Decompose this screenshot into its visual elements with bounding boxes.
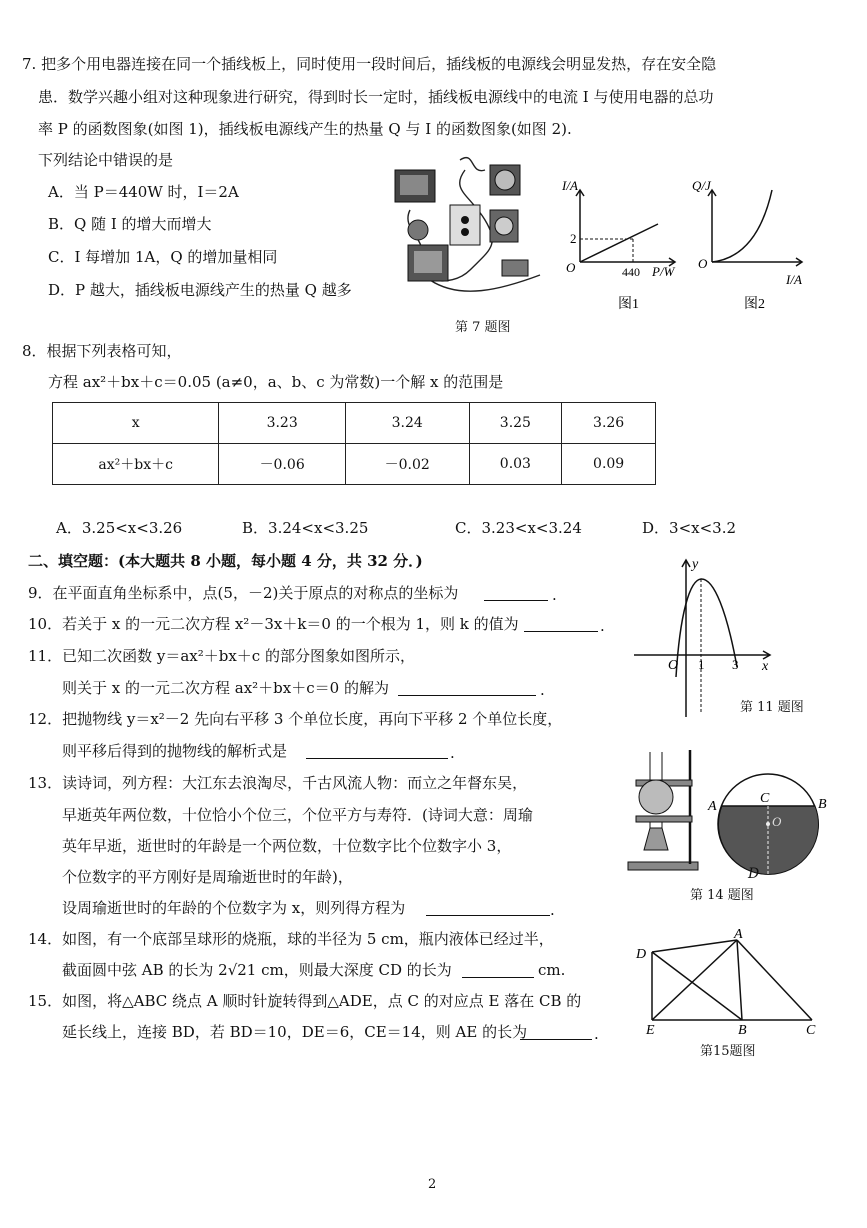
table-cell: 3.23 (219, 403, 346, 444)
q14-label-b: B (818, 797, 827, 812)
q8-option-d: D．3<x<3.2 (642, 519, 737, 537)
q9-answer-blank (484, 600, 548, 601)
q9-period: . (552, 586, 557, 604)
fig2-x-label: I/A (786, 272, 802, 287)
q11-answer-blank (398, 695, 536, 696)
q15-label-d: D (636, 947, 647, 962)
q14-answer-blank (462, 977, 534, 978)
q7-figure-2 (692, 172, 817, 312)
table-cell: 3.25 (469, 403, 562, 444)
page-number: 2 (428, 1177, 437, 1192)
q7-line-3: 率 P 的函数图象(如图 1)，插线板电源线产生的热量 Q 与 I 的函数图象(如图 2). (38, 120, 572, 138)
fig1-caption: 图1 (618, 297, 639, 312)
q15-figure-caption: 第15题图 (700, 1044, 756, 1059)
q8-option-a: A．3.25<x<3.26 (56, 519, 183, 537)
q13-line-2: 早逝英年两位数，十位恰小个位三，个位平方与寿符．(诗词大意：周瑜 (62, 806, 533, 824)
q8-line-1: 8．根据下列表格可知， (22, 342, 182, 360)
q13-answer-blank (426, 915, 550, 916)
q15-period: . (594, 1025, 599, 1043)
q14-line-2-b: cm. (538, 961, 566, 979)
q14-line-1: 14．如图，有一个底部呈球形的烧瓶，球的半径为 5 cm，瓶内液体已经过半， (28, 930, 554, 948)
fig1-x-tick: 440 (622, 265, 640, 279)
q13-line-4: 个位数字的平方刚好是周瑜逝世时的年龄)， (62, 868, 353, 886)
q15-label-b: B (738, 1023, 747, 1038)
q7-option-a: A．当 P＝440W 时，I＝2A (48, 183, 239, 201)
table-cell: 3.26 (562, 403, 656, 444)
q7-figure-caption: 第 7 题图 (455, 320, 511, 335)
section-2-heading: 二、填空题：(本大题共 8 小题，每小题 4 分，共 32 分．) (28, 552, 423, 570)
q14-label-c: C (760, 791, 770, 806)
fig2-caption: 图2 (744, 297, 765, 312)
appliance-illustration (390, 150, 555, 300)
q11-tick-1: 1 (698, 657, 705, 672)
q11-y-label: y (692, 557, 699, 572)
table-cell: －0.02 (345, 444, 469, 485)
q12-answer-blank (306, 758, 448, 759)
q8-line-2: 方程 ax²＋bx＋c＝0.05 (a≠0，a、b、c 为常数)一个解 x 的范围是 (48, 373, 504, 391)
q15-answer-blank (520, 1039, 592, 1040)
table-cell: －0.06 (219, 444, 346, 485)
q15-label-e: E (646, 1023, 655, 1038)
q7-option-c: C．I 每增加 1A，Q 的增加量相同 (48, 248, 278, 266)
fig1-y-tick: 2 (570, 231, 577, 246)
table-cell: ax²＋bx＋c (53, 444, 219, 485)
q11-period: . (540, 681, 545, 699)
q14-label-o: O (772, 814, 782, 829)
q8-option-b: B．3.24<x<3.25 (242, 519, 369, 537)
table-cell: 0.03 (469, 444, 562, 485)
q7-option-d: D．P 越大，插线板电源线产生的热量 Q 越多 (48, 281, 352, 299)
q10-period: . (600, 617, 605, 635)
table-cell: 3.24 (345, 403, 469, 444)
q14-label-a: A (708, 799, 717, 814)
q13-line-5: 设周瑜逝世时的年龄的个位数字为 x，则列得方程为 (62, 899, 406, 917)
q14-label-d: D (748, 866, 760, 882)
q15-label-a: A (734, 927, 743, 942)
q15-line-1: 15．如图，将△ABC 绕点 A 顺时针旋转得到△ADE，点 C 的对应点 E 落在 CB 的 (28, 992, 582, 1010)
q15-figure (632, 928, 827, 1038)
q10-text: 10．若关于 x 的一元二次方程 x²－3x＋k＝0 的一个根为 1，则 k 的值为 (28, 615, 519, 633)
q13-line-1: 13．读诗词，列方程：大江东去浪淘尽，千古风流人物：而立之年督东吴， (28, 774, 528, 792)
table-cell: 0.09 (562, 444, 656, 485)
q7-option-b: B．Q 随 I 的增大而增大 (48, 215, 212, 233)
q14-figure-caption: 第 14 题图 (690, 888, 754, 903)
fig1-y-label: I/A (562, 178, 578, 193)
q15-line-2: 延长线上，连接 BD，若 BD＝10，DE＝6，CE＝14，则 AE 的长为 (62, 1023, 528, 1041)
q8-option-c: C．3.23<x<3.24 (455, 519, 582, 537)
q12-line-2: 则平移后得到的抛物线的解析式是 (62, 742, 288, 760)
fig2-origin: O (698, 256, 708, 271)
q8-table (52, 402, 656, 485)
q9-text: 9．在平面直角坐标系中，点(5，－2)关于原点的对称点的坐标为 (28, 584, 459, 602)
q11-tick-3: 3 (732, 657, 739, 672)
table-cell: x (53, 403, 219, 444)
table-row (53, 403, 656, 444)
q13-line-3: 英年早逝，逝世时的年龄是一个两位数，十位数字比个位数字小 3， (62, 837, 512, 855)
fig1-x-label: P/W (652, 264, 675, 279)
fig1-origin: O (566, 260, 576, 275)
q11-line-1: 11．已知二次函数 y＝ax²＋bx＋c 的部分图象如图所示， (28, 647, 415, 665)
q14-line-2-a: 截面圆中弦 AB 的长为 2√21 cm，则最大深度 CD 的长为 (62, 961, 452, 979)
q11-origin: O (668, 658, 679, 673)
q7-figure-1 (560, 172, 695, 312)
q11-line-2: 则关于 x 的一元二次方程 ax²＋bx＋c＝0 的解为 (62, 679, 389, 697)
q13-period: . (550, 901, 555, 919)
fig2-y-label: Q/J (692, 178, 711, 193)
table-row (53, 444, 656, 485)
q7-prompt: 下列结论中错误的是 (38, 151, 174, 169)
q7-line-2: 患．数学兴趣小组对这种现象进行研究，得到时长一定时，插线板电源线中的电流 I 与使用电器的总功 (38, 88, 714, 106)
q14-figure (620, 742, 825, 882)
q7-line-1: 7. 把多个用电器连接在同一个插线板上，同时使用一段时间后，插线板的电源线会明显发热，存在安全隐 (22, 55, 717, 73)
q10-answer-blank (524, 631, 598, 632)
q12-period: . (450, 744, 455, 762)
q12-line-1: 12．把抛物线 y＝x²－2 先向右平移 3 个单位长度，再向下平移 2 个单位长度， (28, 710, 563, 728)
q11-figure-caption: 第 11 题图 (740, 700, 804, 715)
q11-x-label: x (762, 659, 769, 674)
q15-label-c: C (806, 1023, 816, 1038)
